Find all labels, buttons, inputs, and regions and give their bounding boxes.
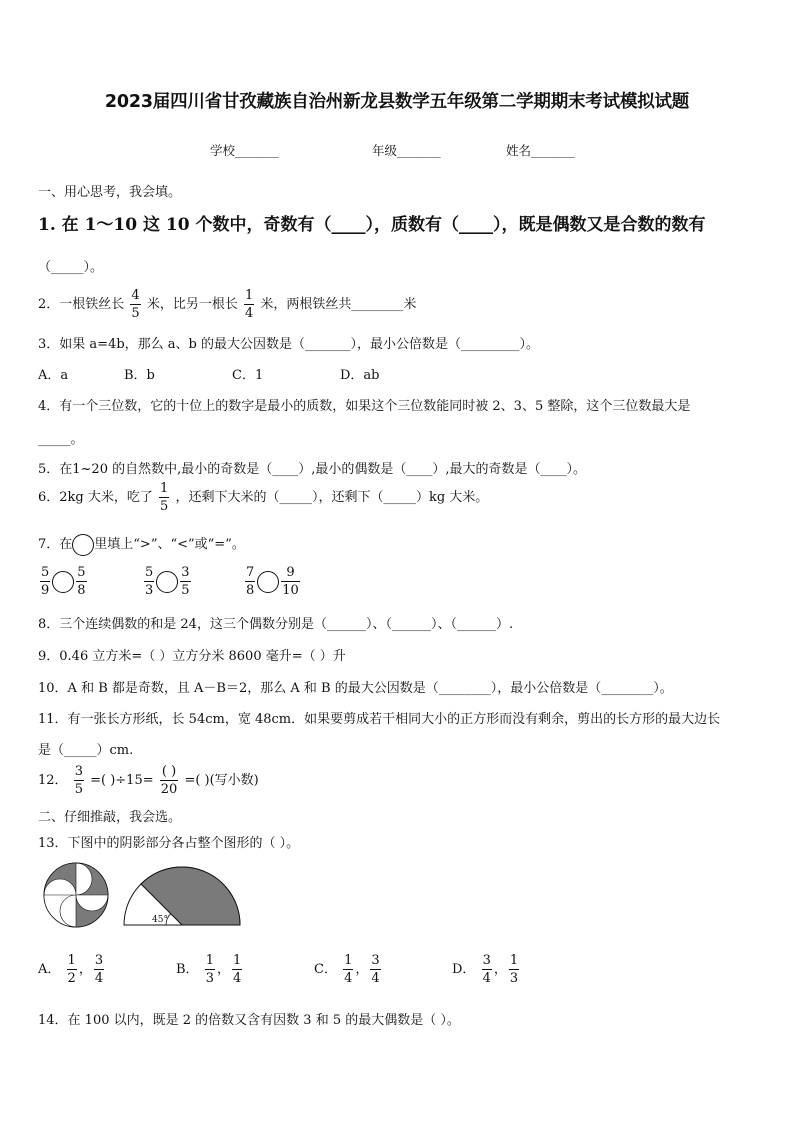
question-9: 9．0.46 立方米=（ ）立方分米 8600 毫升=（ ）升	[38, 649, 346, 664]
question-1-line1: 1. 在 1～10 这 10 个数中，奇数有（____），质数有（____），既是偶数又是合数的数有	[38, 215, 706, 235]
fraction-1-5: $\frac{1}{5}$	[160, 481, 169, 514]
question-11-line2: 是（_____）cm.	[38, 743, 134, 758]
fraction-9-10: $\frac{9}{10}$	[282, 565, 299, 598]
question-12	[38, 765, 259, 796]
question-6-text-a: 6．2kg 大米，吃了	[38, 490, 153, 505]
question-13-option-b: B． $\frac{1}{3}$ ， $\frac{1}{4}$	[176, 953, 242, 986]
fraction-blank-20: $\frac{( )}{20}$	[160, 764, 178, 797]
school-field: 学校_______	[210, 143, 279, 158]
pinwheel-circle-figure	[40, 861, 114, 929]
section-2-heading: 二、仔细推敲，我会选。	[38, 810, 182, 825]
question-2-text-c: 米，两根铁丝共________米	[260, 297, 417, 312]
angle-label-45: 45°	[152, 915, 168, 925]
question-2	[38, 289, 416, 320]
question-12-text-a: =( )÷15=	[90, 773, 154, 788]
fraction-3-5-q12: $\frac{3}{5}$	[74, 764, 83, 797]
compare-pair-3	[243, 566, 302, 597]
fraction-option-c-1: $\frac{1}{4}$	[344, 953, 353, 986]
question-7-text-b: 里填上“>”、“<”或“=”。	[94, 537, 245, 552]
fraction-5-8: $\frac{5}{8}$	[77, 565, 86, 598]
section-1-heading: 一、用心思考，我会填。	[38, 185, 182, 200]
compare-circle-1[interactable]	[52, 571, 74, 593]
blank-circle	[72, 534, 94, 556]
fraction-option-d-1: $\frac{3}{4}$	[482, 953, 491, 986]
question-13-option-d: D． $\frac{3}{4}$ ， $\frac{1}{3}$	[452, 953, 519, 986]
question-10: 10．A 和 B 都是奇数，且 A－B＝2，那么 A 和 B 的最大公因数是（________），最小公倍数是（________）。	[38, 681, 673, 696]
page-title: 2023届四川省甘孜藏族自治州新龙县数学五年级第二学期期末考试模拟试题	[104, 92, 690, 112]
fraction-5-9: $\frac{5}{9}$	[41, 565, 50, 598]
question-3: 3．如果 a=4b，那么 a、b 的最大公因数是（_______），最小公倍数是（_________）。	[38, 337, 539, 352]
fraction-option-a-2: $\frac{3}{4}$	[94, 953, 104, 986]
name-field: 姓名_______	[506, 143, 575, 158]
fraction-option-d-2: $\frac{1}{3}$	[509, 953, 519, 986]
question-2-text-a: 2．一根铁丝长	[38, 297, 125, 312]
fraction-5-3: $\frac{5}{3}$	[145, 565, 154, 598]
question-3-option-b: B．b	[124, 368, 155, 383]
question-6-text-b: ，还剩下大米的（_____），还剩下（_____）kg 大米。	[175, 490, 489, 505]
question-13-option-a: A． $\frac{1}{2}$ ， $\frac{3}{4}$	[38, 953, 104, 986]
question-2-text-b: 米，比另一根长	[146, 297, 238, 312]
question-6	[38, 482, 488, 513]
compare-pair-1	[38, 566, 89, 597]
fraction-option-a-1: $\frac{1}{2}$	[67, 953, 76, 986]
fraction-3-5: $\frac{3}{5}$	[181, 565, 190, 598]
fraction-7-8: $\frac{7}{8}$	[246, 565, 255, 598]
fraction-1-4: $\frac{1}{4}$	[245, 288, 254, 321]
question-5: 5．在1~20 的自然数中,最小的奇数是（____）,最小的偶数是（____）,最大的奇数是（____）。	[38, 462, 587, 477]
question-12-text-b: =( )(写小数)	[184, 773, 259, 788]
question-13-option-c: C． $\frac{1}{4}$ ， $\frac{3}{4}$	[314, 953, 380, 986]
question-11-line1: 11．有一张长方形纸，长 54cm，宽 48cm．如果要剪成若干相同大小的正方形而没有剩余，剪出的长方形的最大边长	[38, 712, 721, 727]
fraction-option-c-2: $\frac{3}{4}$	[371, 953, 380, 986]
compare-circle-3[interactable]	[257, 571, 279, 593]
grade-field: 年级_______	[372, 143, 441, 158]
question-7	[38, 533, 245, 556]
question-1-line2: （_____）。	[38, 260, 104, 275]
semicircle-figure	[120, 861, 244, 929]
compare-pair-2	[142, 566, 193, 597]
question-8: 8．三个连续偶数的和是 24，这三个偶数分别是（______）、（______）、（______）.	[38, 617, 514, 632]
question-4-line2: _____。	[38, 432, 84, 447]
fraction-option-b-1: $\frac{1}{3}$	[205, 953, 214, 986]
question-14: 14．在 100 以内，既是 2 的倍数又含有因数 3 和 5 的最大偶数是（ ）。	[38, 1013, 460, 1028]
question-7-text-a: 7．在	[38, 537, 73, 552]
fraction-4-5: $\frac{4}{5}$	[131, 288, 140, 321]
question-4-line1: 4．有一个三位数，它的十位上的数字是最小的质数，如果这个三位数能同时被 2、3、5 整除，这个三位数最大是	[38, 399, 691, 414]
compare-circle-2[interactable]	[156, 571, 178, 593]
question-3-option-a: A．a	[38, 368, 69, 383]
question-13: 13．下图中的阴影部分各占整个图形的（ ）。	[38, 836, 300, 851]
question-3-option-d: D．ab	[340, 368, 380, 383]
question-12-label: 12．	[38, 773, 68, 788]
question-3-option-c: C．1	[232, 368, 264, 383]
fraction-option-b-2: $\frac{1}{4}$	[233, 953, 242, 986]
